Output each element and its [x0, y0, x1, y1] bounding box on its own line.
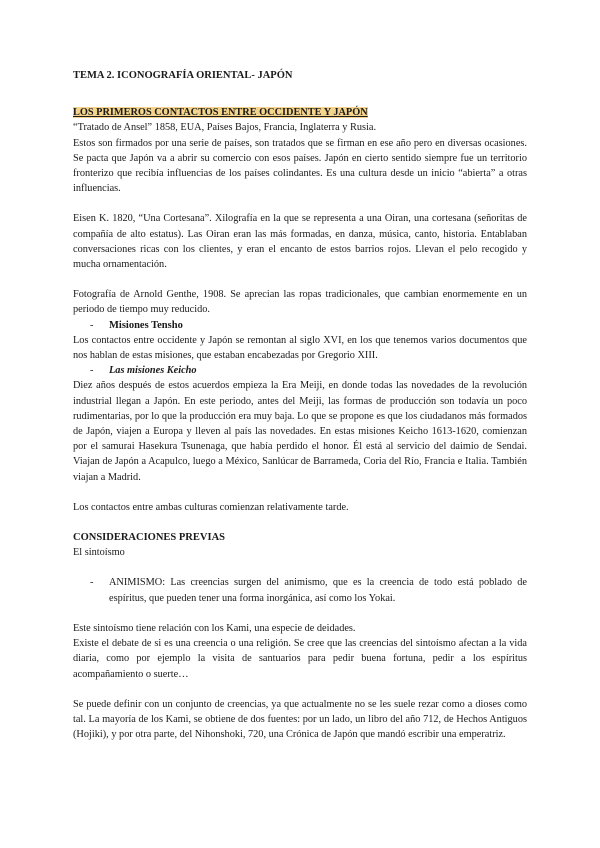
subheading-sintoismo: El sintoísmo — [73, 547, 125, 559]
bullet-dash: - — [90, 319, 94, 331]
bullet-dash: - — [90, 577, 94, 589]
paragraph-genthe: Fotografía de Arnold Genthe, 1908. Se aprecian las ropas tradicionales, que cambian enormemente en un periodo de tiempo muy reducido. — [73, 289, 527, 316]
bullet-text-animismo: ANIMISMO: Las creencias surgen del animismo, que es la creencia de todo está poblado de espíritus, que pueden tener una forma inorgánica, así como los Yokai. — [109, 577, 527, 604]
paragraph-definition: Se puede definir con un conjunto de creencias, ya que actualmente no se les suele rezar como a dioses como tal. La mayoría de los Kami, se obtiene de dos fuentes: por un lado, un libro del año 712, de Hechos Antiguos (Hojiki), y por otra parte, del Nihonshoki, 720, una Crónica de Japón que mandó escribir una emperatriz. — [73, 698, 527, 741]
bullet-text-tensho: Misiones Tensho — [109, 319, 183, 331]
paragraph-kami: Este sintoísmo tiene relación con los Kami, una especie de deidades. — [73, 622, 356, 634]
document-title: TEMA 2. ICONOGRAFÍA ORIENTAL- JAPÓN — [73, 70, 293, 81]
list-item-tensho — [73, 318, 527, 333]
section-heading-considerations: CONSIDERACIONES PREVIAS — [73, 532, 225, 544]
document-body — [73, 68, 527, 742]
paragraph-treaties: Estos son firmados por una serie de países, son tratados que se firman en ese año pero en diversas ocasiones. Se pacta que Japón va a abrir su comercio con esos países. Japón en cierto sentido siempre fue un territorio fronterizo que recibía influencias de los países colindantes. Es una cultura desde un inicio “abierta” a otras influencias. — [73, 137, 527, 195]
paragraph-contacts-late: Los contactos entre ambas culturas comienzan relativamente tarde. — [73, 501, 349, 513]
paragraph-treaty: “Tratado de Ansel” 1858, EUA, Países Bajos, Francia, Inglaterra y Rusia. — [73, 122, 377, 134]
highlighted-heading: LOS PRIMEROS CONTACTOS ENTRE OCCIDENTE Y JAPÓN — [73, 107, 368, 119]
paragraph-tensho: Los contactos entre occidente y Japón se remontan al siglo XVI, en los que tenemos varios documentos que nos hablan de estas misiones, que estaban encabezadas por Gregorio XIII. — [73, 334, 527, 362]
paragraph-keicho: Diez años después de estos acuerdos empieza la Era Meiji, en donde todas las novedades de la revolución industrial llegan a Japón. En este periodo, antes del Meiji, las formas de producción son todavía un poco rudimentarias, por lo que la producción era muy baja. Lo que se propone es que los ciudadanos más formados de Japón, viajen a Europa y lleven al país las novedades. En estas misiones Keicho 1613-1620, comienzan por el samurai Hasekura Tsunenaga, que había perdido el honor. Él está al servicio del daimio de Sendai. Viajan de Japón a Acapulco, luego a México, Sanlúcar de Barrameda, Coria del Río, Francia e Italia. También viajan a Madrid. — [73, 380, 527, 483]
bullet-dash: - — [90, 365, 94, 377]
paragraph-debate: Existe el debate de si es una creencia o una religión. Se cree que las creencias del sintoísmo afectan a la vida diaria, como por ejemplo la visita de santuarios para pedir buena fortuna, pedir a los espíritus acompañamiento o suerte… — [73, 638, 527, 680]
list-item-keicho — [73, 363, 527, 378]
section-heading-contacts — [73, 105, 527, 120]
paragraph-eisen: Eisen K. 1820, “Una Cortesana”. Xilografía en la que se representa a una Oiran, una cortesana (señoritas de compañía de alto estatus). Las Oiran eran las más formadas, en danza, música, canto, historia. Entablaban conversaciones ricas con los clientes, y eran el encanto de estos barrios rojos. Llevan el pelo recogido y mucha ornamentación. — [73, 213, 527, 271]
bullet-text-keicho: Las misiones Keicho — [109, 365, 197, 377]
list-item-animismo — [73, 575, 527, 605]
